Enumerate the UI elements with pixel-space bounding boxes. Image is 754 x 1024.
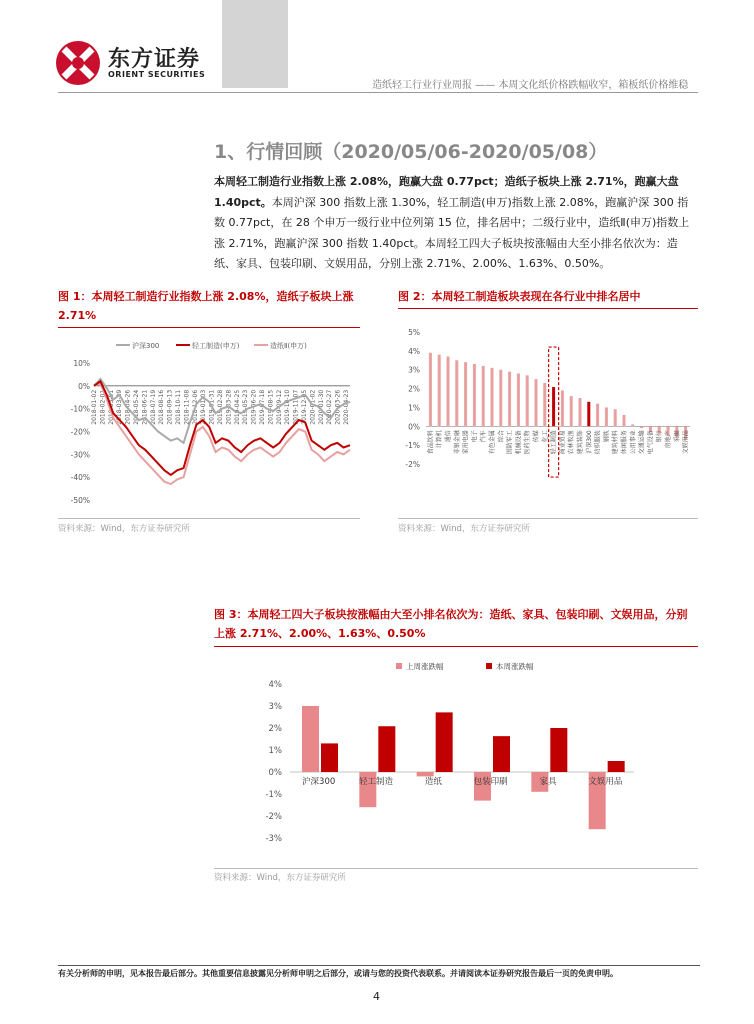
y-tick-label: 5% (408, 328, 420, 337)
x-tick-label: 2018-10-11 (175, 389, 182, 425)
bar (455, 360, 458, 426)
y-tick-label: -3% (265, 834, 282, 844)
bar-this-week (608, 761, 625, 772)
x-tick-label: 医药生物 (524, 430, 532, 455)
x-tick-label: 传媒 (533, 430, 540, 443)
x-tick-label: 轻工制造 (550, 430, 558, 455)
bar (429, 353, 432, 427)
x-tick-label: 2019-05-23 (242, 389, 250, 425)
bar (482, 366, 485, 426)
y-tick-label: 0% (268, 768, 282, 778)
legend-label: 造纸Ⅱ(申万) (270, 342, 307, 350)
legend-label: 沪深300 (132, 342, 160, 350)
fig2-caption-line (398, 308, 698, 309)
x-tick-label: 银行 (656, 430, 664, 443)
y-tick-label: 4% (268, 680, 282, 690)
x-tick-label: 2019-10-10 (284, 389, 292, 425)
bar (473, 364, 476, 426)
y-tick-label: -30% (70, 450, 90, 460)
x-tick-label: 钢铁 (603, 430, 611, 443)
x-tick-label: 包装印刷 (473, 777, 508, 787)
x-tick-label: 汽车 (480, 430, 488, 443)
x-tick-label: 家用电器 (462, 430, 470, 455)
x-tick-label: 国防军工 (506, 430, 514, 455)
footer-disclaimer: 有关分析师的申明，见本报告最后部分。其他重要信息披露见分析师申明之后部分，或请与您的投资代表联系。并请阅读本证券研究报告最后一页的免责申明。 (58, 969, 618, 978)
x-tick-label: 农林牧渔 (568, 430, 576, 455)
bar (526, 375, 529, 426)
summary-bold: 本周轻工制造行业指数上涨 2.08%，跑赢大盘 0.77pct；造纸子板块上涨 2.71%，跑赢大盘 1.40pct。 (214, 175, 679, 209)
x-tick-label: 纺织服装 (594, 430, 602, 455)
x-tick-label: 化工 (541, 430, 549, 443)
bar (535, 379, 538, 426)
footer-divider (58, 965, 700, 966)
y-tick-label: 3% (268, 702, 282, 712)
fig3-source: 资料来源：Wind，东方证券研究所 (214, 873, 346, 883)
header-gray-bar (222, 0, 288, 88)
y-tick-label: 0% (78, 381, 90, 391)
fig2-source-line (398, 518, 698, 519)
legend-swatch (486, 663, 492, 669)
fig3-caption-line (214, 646, 698, 647)
x-tick-label: 2018-07-19 (149, 389, 157, 425)
bar-this-week (378, 726, 395, 772)
x-tick-label: 休闲服务 (621, 430, 628, 455)
bar-last-week (302, 706, 319, 772)
y-tick-label: -50% (70, 496, 90, 505)
logo-en: ORIENT SECURITIES (108, 70, 206, 79)
bar (464, 362, 467, 426)
x-tick-label: 2018-08-16 (158, 389, 166, 425)
y-tick-label: 1% (408, 403, 420, 413)
x-tick-label: 2018-02-01 (99, 389, 107, 425)
x-tick-label: 沪深300 (302, 777, 336, 787)
x-tick-label: 有色金属 (489, 430, 496, 455)
bar (614, 409, 617, 426)
y-tick-label: 10% (73, 359, 90, 368)
bar (491, 368, 494, 426)
bar (517, 373, 520, 426)
x-tick-label: 房地产 (665, 430, 672, 449)
summary-rest: 本周沪深 300 指数上涨 1.30%，轻工制造(申万)指数上涨 2.08%，跑赢沪深 300 指数 0.77pct，在 28 个申万一级行业中位列第 15 位，排名居中；二级行业中，造纸Ⅱ(申万)指数上涨 2.71%，跑赢沪深 300 指数 1.40pct。本周轻工四大子板块按涨幅由大至小排名依次为：造纸、家具、包装印刷、文娱用品，分别上涨 2.71%、2.00%、1.63%、0.50%。 (214, 195, 690, 270)
x-tick-label: 2019-12-05 (301, 389, 308, 425)
x-tick-label: 文娱用品 (588, 777, 623, 787)
bar-this-week (550, 728, 567, 772)
y-tick-label: 1% (268, 746, 282, 756)
y-tick-label: 2% (268, 724, 282, 734)
bar (596, 404, 599, 427)
x-tick-label: 2019-01-03 (200, 389, 208, 425)
bar-this-week (321, 743, 338, 772)
bar (447, 357, 450, 427)
fig3-source-line (214, 868, 698, 869)
x-tick-label: 机械设备 (515, 430, 523, 455)
summary-paragraph (214, 172, 694, 275)
y-tick-label: 3% (408, 365, 420, 375)
fig3-caption: 图 3：本周轻工四大子板块按涨幅由大至小排名依次为：造纸、家具、包装印刷、文娱用品，分别上涨 2.71%、2.00%、1.63%、0.50% (214, 608, 688, 640)
y-tick-label: -40% (70, 473, 90, 483)
fig1-line-chart (58, 335, 360, 515)
bar (640, 426, 643, 428)
fig1-caption-line (58, 327, 360, 328)
page-number: 4 (373, 990, 380, 1003)
x-tick-label: 2020-01-02 (309, 389, 317, 425)
x-tick-label: 电气设备 (647, 430, 655, 455)
x-tick-label: 沪深300 (585, 430, 593, 454)
x-tick-label: 交通运输 (638, 430, 646, 455)
x-tick-label: 2019-07-18 (259, 389, 266, 425)
bar (605, 407, 608, 426)
section-title: 1、行情回顾（2020/05/06-2020/05/08） (214, 141, 608, 163)
x-tick-label: 2018-12-06 (191, 389, 199, 425)
x-tick-label: 2020-02-27 (326, 389, 334, 425)
bar-last-week (417, 772, 434, 776)
x-tick-label: 2019-08-15 (267, 389, 275, 425)
x-tick-label: 2018-01-02 (91, 389, 98, 425)
fig2-caption: 图 2：本周轻工制造板块表现在各行业中排名居中 (398, 290, 641, 303)
bar (631, 424, 634, 426)
x-tick-label: 通信 (445, 430, 452, 443)
y-tick-label: -1% (405, 441, 420, 451)
x-tick-label: 2019-06-20 (250, 389, 258, 425)
bar (543, 383, 546, 426)
x-tick-label: 2018-06-21 (141, 389, 149, 425)
legend-label: 轻工制造(申万) (192, 342, 240, 350)
bar-this-week (493, 736, 510, 772)
x-tick-label: 2019-02-28 (217, 389, 224, 425)
x-tick-label: 2019-04-25 (233, 389, 241, 425)
orient-logo-icon (55, 40, 101, 86)
report-title: 造纸轻工行业行业周报 —— 本周文化纸价格跌幅收窄，箱板纸价格维稳 (372, 80, 689, 91)
x-tick-label: 2018-04-26 (124, 389, 132, 425)
fig1-caption: 图 1：本周轻工制造行业指数上涨 2.08%，造纸子板块上涨 2.71% (58, 290, 354, 322)
x-tick-label: 2020-04-23 (343, 389, 350, 425)
y-tick-label: -2% (265, 812, 282, 822)
bar (579, 398, 582, 426)
x-tick-label: 2019-11-07 (292, 389, 300, 425)
bar-this-week (436, 712, 453, 772)
y-tick-label: 0% (408, 422, 420, 432)
x-tick-label: 2018-03-01 (107, 389, 115, 425)
x-tick-label: 非银金融 (453, 430, 461, 455)
x-tick-label: 2018-03-29 (116, 389, 124, 425)
y-tick-label: -2% (405, 460, 420, 469)
x-tick-label: 2020-03-26 (334, 389, 342, 425)
x-tick-label: 2018-09-13 (166, 389, 174, 425)
logo-cn: 东方证券 (108, 47, 201, 72)
y-tick-label: -1% (265, 790, 282, 800)
x-tick-label: 2019-01-31 (208, 389, 216, 425)
bar (438, 355, 441, 427)
fig2-bar-chart (398, 318, 698, 518)
legend-label: 上周涨跌幅 (406, 662, 444, 671)
bar (508, 372, 511, 427)
x-tick-label: 2018-05-24 (133, 389, 140, 425)
x-tick-label: 造纸 (424, 777, 442, 787)
x-tick-label: 2020-01-30 (317, 389, 325, 425)
x-tick-label: 2019-03-28 (225, 389, 233, 425)
fig1-source: 资料来源：Wind，东方证券研究所 (58, 524, 190, 534)
x-tick-label: 综合 (497, 430, 505, 443)
y-tick-label: 2% (408, 384, 420, 394)
x-tick-label: 电子 (471, 430, 479, 443)
x-tick-label: 家具 (539, 777, 557, 787)
x-tick-label: 轻工制造 (358, 777, 394, 787)
x-tick-label: 采掘 (673, 430, 681, 443)
bar (570, 396, 573, 426)
y-tick-label: 4% (408, 346, 420, 356)
x-tick-label: 食品饮料 (427, 430, 435, 455)
x-tick-label: 文娱用品 (682, 430, 690, 455)
legend-label: 本周涨跌幅 (496, 662, 534, 671)
bar (552, 387, 555, 426)
fig2-source: 资料来源：Wind，东方证券研究所 (398, 524, 530, 534)
x-tick-label: 公用事业 (629, 430, 637, 455)
bar (499, 370, 502, 427)
bar (561, 390, 564, 426)
x-tick-label: 2018-11-08 (183, 389, 191, 425)
x-tick-label: 2019-09-12 (275, 389, 283, 425)
fig3-bar-chart (214, 652, 698, 864)
x-tick-label: 建筑材料 (612, 430, 620, 455)
y-tick-label: -10% (70, 404, 90, 414)
x-tick-label: 商业贸易 (559, 430, 567, 455)
y-tick-label: -20% (70, 427, 90, 437)
x-tick-label: 建筑装饰 (577, 430, 584, 455)
fig1-source-line (58, 518, 360, 519)
bar (587, 402, 590, 427)
x-tick-label: 计算机 (436, 430, 444, 449)
header-divider (58, 92, 698, 93)
legend-swatch (396, 663, 402, 669)
bar (623, 415, 626, 426)
